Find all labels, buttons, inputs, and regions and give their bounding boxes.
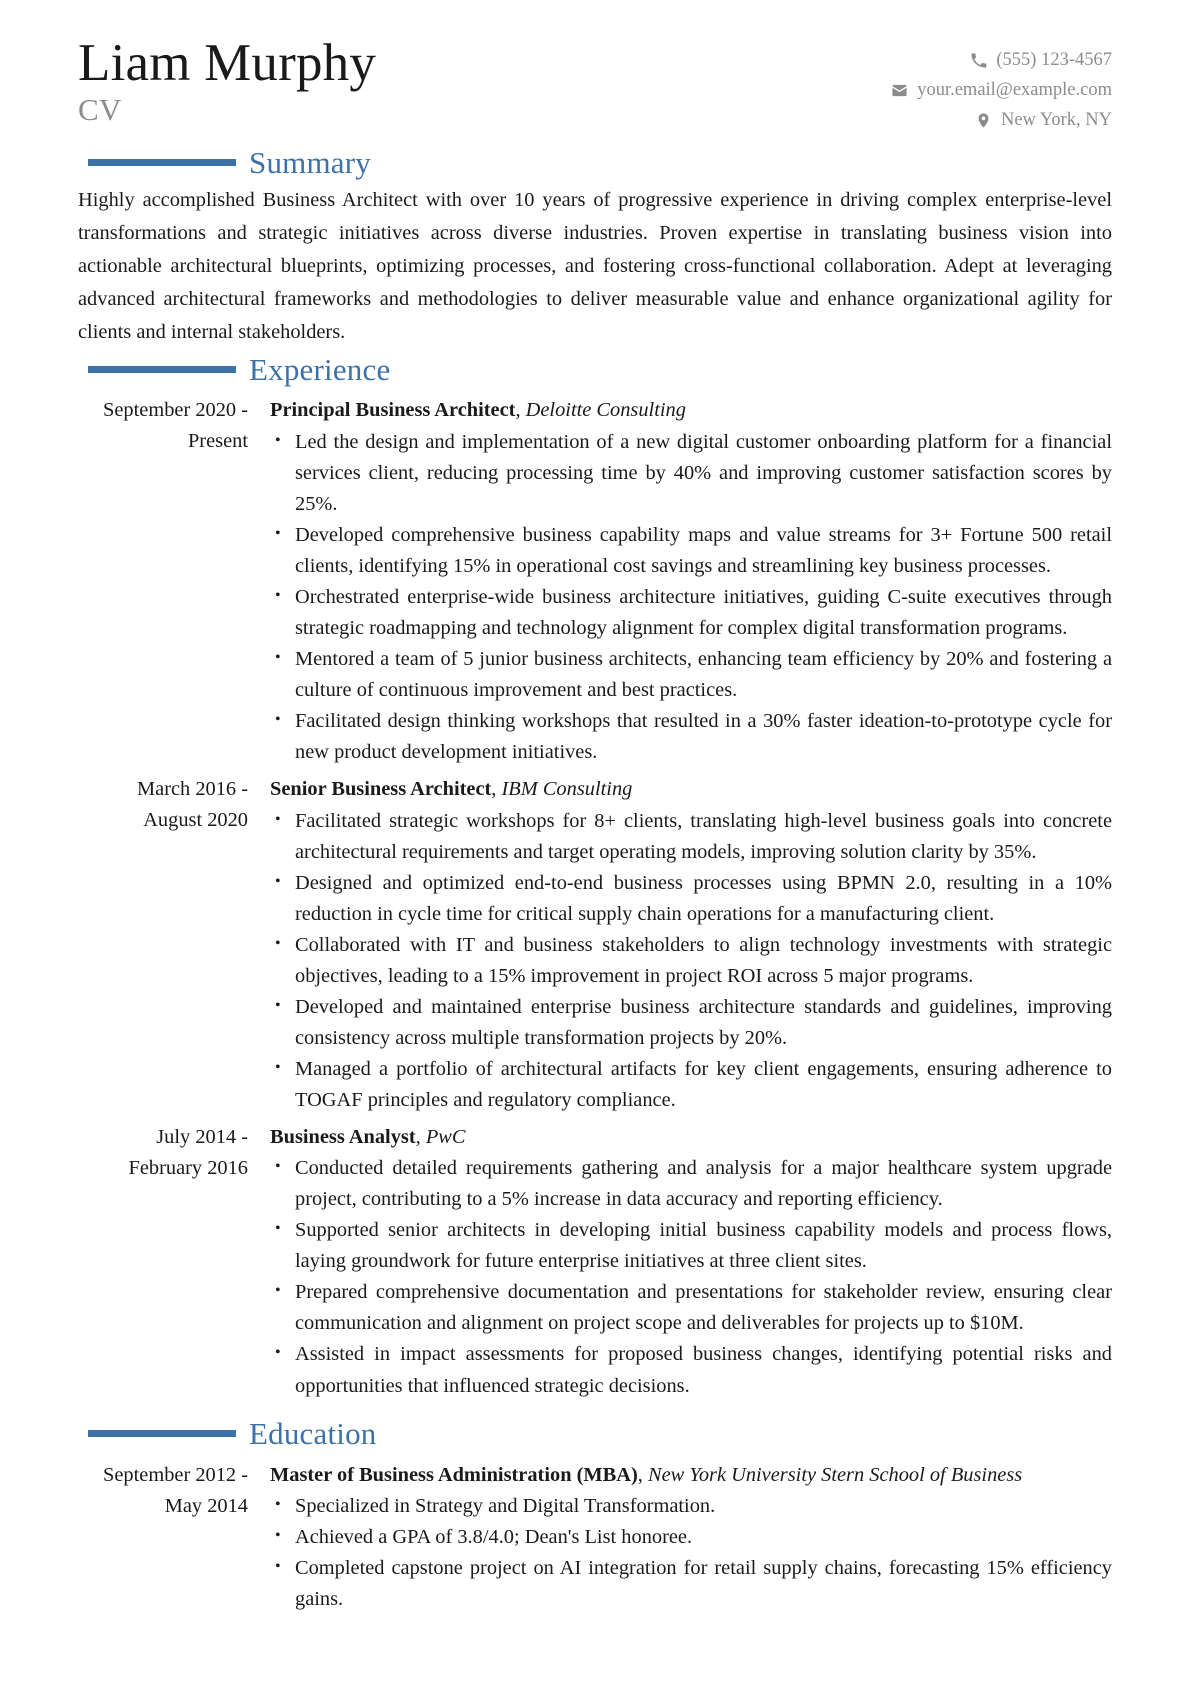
list-item: • Mentored a team of 5 junior business architects, enhancing team efficiency by 20% and fostering a culture of continuous improvement and best practices. [270,644,1112,706]
list-item: • Orchestrated enterprise-wide business architecture initiatives, guiding C-suite executives through strategic roadmapping and technology alignment for complex digital transformation programs. [270,582,1112,644]
entry-body [248,774,1112,1116]
contact-location-row [891,106,1112,136]
phone-value: (555) 123-4567 [996,50,1112,70]
experience-entry [78,774,1112,1116]
summary-paragraph: Highly accomplished Business Architect with over 10 years of progressive experience in driving complex enterprise-level transformations and strategic initiatives across diverse industries. Proven expertise in translating business vision into actionable architectural blueprints, optimizing processes, and fostering cross-functional collaboration. Adept at leveraging advanced architectural frameworks and methodologies to deliver measurable value and enhance organizational agility for clients and internal stakeholders. [78,189,1112,344]
entry-separator: , [637,1463,648,1486]
entry-body [248,1460,1112,1616]
contact-block [891,34,1112,136]
entry-separator: , [515,399,526,422]
entry-title [270,1460,1112,1491]
list-item: • Designed and optimized end-to-end business processes using BPMN 2.0, resulting in a 10% reduction in cycle time for critical supply chain operations for a manufacturing client. [270,868,1112,930]
section-title-education: Education [249,1416,377,1452]
name-block [78,34,376,128]
entry-date: September 2020 - Present [103,399,248,453]
entry-organization: PwC [425,1125,466,1148]
education-entry [78,1460,1112,1616]
contact-email-row [891,76,1112,106]
section-rule [88,366,236,373]
entry-body [248,395,1112,768]
list-item: • Managed a portfolio of architectural artifacts for key client engagements, ensuring adherence to TOGAF principles and regulatory compliance. [270,1054,1112,1116]
entry-position: Senior Business Architect [270,778,492,801]
list-item: • Facilitated strategic workshops for 8+ clients, translating high-level business goals into concrete architectural requirements and target operating models, improving solution clarity by 35%. [270,806,1112,868]
list-item: • Developed comprehensive business capability maps and value streams for 3+ Fortune 500 retail clients, identifying 15% in operational cost savings and streamlining key business processes. [270,520,1112,582]
entry-bullet-list [270,427,1112,768]
page-title: Liam Murphy [78,34,377,92]
section-rule [88,159,236,166]
entry-bullet-list [270,1153,1112,1401]
phone-icon [970,52,987,69]
section-header-summary [78,142,1112,182]
entry-organization: Deloitte Consulting [525,399,686,422]
entry-position: Master of Business Administration (MBA) [270,1463,638,1486]
cv-header [78,34,1112,142]
entry-separator: , [491,778,502,801]
list-item: • Achieved a GPA of 3.8/4.0; Dean's List honoree. [270,1522,1112,1553]
entry-title [270,395,1112,426]
spacer [78,1402,1112,1414]
entry-title [270,774,1112,805]
list-item: • Led the design and implementation of a new digital customer onboarding platform for a financial services client, reducing processing time by 40% and improving customer satisfaction scores by 25%. [270,427,1112,520]
experience-entry [78,1122,1112,1402]
section-header-education [78,1414,1112,1454]
list-item: • Collaborated with IT and business stakeholders to align technology investments with strategic objectives, leading to a 15% improvement in project ROI across 5 major programs. [270,930,1112,992]
contact-phone-row [891,46,1112,76]
entry-date: September 2012 - May 2014 [103,1463,248,1517]
entry-bullet-list [270,1491,1112,1615]
entry-bullet-list [270,806,1112,1116]
list-item: • Developed and maintained enterprise business architecture standards and guidelines, improving consistency across multiple transformation projects by 20%. [270,992,1112,1054]
location-value: New York, NY [1000,109,1112,130]
location-pin-icon [975,112,992,129]
entry-body [248,1122,1112,1402]
document-subtitle: CV [78,92,122,128]
entry-title [270,1122,1112,1153]
section-title-summary: Summary [249,144,371,180]
list-item: • Facilitated design thinking workshops that resulted in a 30% faster ideation-to-prototype cycle for new product development initiatives. [270,706,1112,768]
entry-organization: New York University Stern School of Business [648,1463,1023,1486]
list-item: • Prepared comprehensive documentation and presentations for stakeholder review, ensuring clear communication and alignment on project scope and deliverables for projects up to $10M. [270,1277,1112,1339]
entry-position: Business Analyst [270,1125,416,1148]
list-item: • Specialized in Strategy and Digital Transformation. [270,1491,1112,1522]
entry-date: July 2014 - February 2016 [128,1125,248,1179]
entry-position: Principal Business Architect [270,399,516,422]
envelope-icon [891,82,908,99]
entry-organization: IBM Consulting [501,778,633,801]
email-value: your.email@example.com [917,79,1112,100]
list-item: • Assisted in impact assessments for proposed business changes, identifying potential risks and opportunities that influenced strategic decisions. [270,1339,1112,1401]
section-header-experience [78,349,1112,389]
list-item: • Completed capstone project on AI integration for retail supply chains, forecasting 15% efficiency gains. [270,1553,1112,1615]
section-title-experience: Experience [249,351,391,387]
experience-entry [78,395,1112,768]
entry-separator: , [415,1125,426,1148]
list-item: • Conducted detailed requirements gathering and analysis for a major healthcare system upgrade project, contributing to a 5% increase in data accuracy and reporting efficiency. [270,1153,1112,1215]
list-item: • Supported senior architects in developing initial business capability models and process flows, laying groundwork for future enterprise initiatives at three client sites. [270,1215,1112,1277]
entry-date: March 2016 - August 2020 [137,778,248,832]
section-rule [88,1430,236,1437]
